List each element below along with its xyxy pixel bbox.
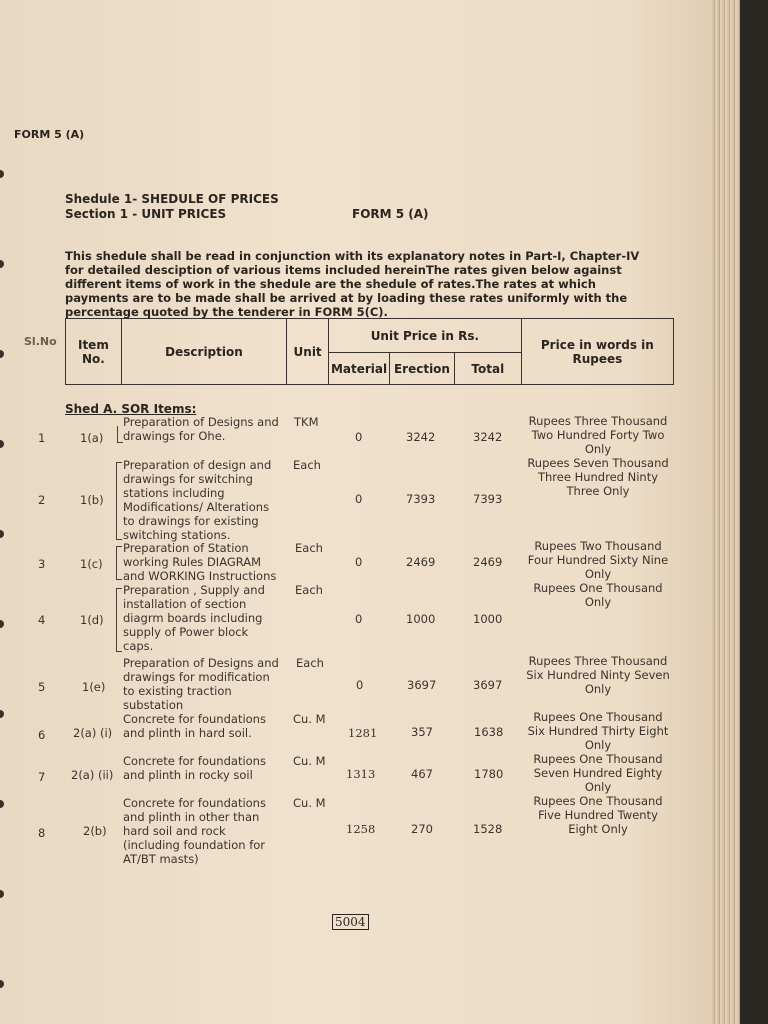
- price-words-header: Price in words in Rupees: [521, 319, 673, 385]
- row-material: 0: [355, 555, 363, 569]
- price-table-header: [65, 318, 674, 385]
- row-item-no: 1(e): [82, 680, 106, 694]
- row-material: 1313: [346, 767, 376, 781]
- row-material: 1258: [346, 822, 376, 836]
- erection-header: Erection: [390, 353, 455, 385]
- row-price-words: Rupees One Thousand Six Hundred Thirty Eight Only: [527, 710, 669, 752]
- binding-hole: [0, 890, 4, 898]
- page-number: 5004: [332, 914, 369, 930]
- row-item-no: 1(d): [80, 613, 104, 627]
- binding-hole: [0, 350, 4, 358]
- row-sl-no: 3: [38, 557, 46, 571]
- row-price-words: Rupees Three Thousand Two Hundred Forty Two Only: [528, 414, 668, 456]
- binding-hole: [0, 800, 4, 808]
- row-sl-no: 1: [38, 431, 46, 445]
- row-material: 0: [355, 430, 363, 444]
- row-item-no: 2(b): [83, 824, 107, 838]
- row-erection: 7393: [406, 492, 436, 506]
- row-erection: 3697: [407, 678, 437, 692]
- row-unit: Each: [295, 583, 323, 597]
- binding-hole: [0, 530, 4, 538]
- row-material: 0: [355, 612, 363, 626]
- row-price-words: Rupees Seven Thousand Three Hundred Ninty Three Only: [527, 456, 669, 498]
- row-total: 1528: [473, 822, 503, 836]
- section-title: Section 1 - UNIT PRICES: [65, 207, 227, 221]
- unit-header: Unit: [287, 319, 329, 385]
- row-price-words: Rupees One Thousand Five Hundred Twenty Eight Only: [533, 794, 663, 836]
- row-description: Concrete for foundations and plinth in other than hard soil and rock (including foundation for AT/BT masts): [123, 796, 266, 866]
- row-description: Preparation of Station working Rules DIAGRAM and WORKING Instructions: [123, 541, 277, 583]
- row-unit: Cu. M: [293, 712, 326, 726]
- row-total: 1638: [474, 725, 504, 739]
- row-unit: Cu. M: [293, 796, 326, 810]
- row-price-words: Rupees One Thousand Seven Hundred Eighty Only: [533, 752, 663, 794]
- row-sl-no: 7: [38, 770, 46, 784]
- row-total: 3697: [473, 678, 503, 692]
- binding-hole: [0, 710, 4, 718]
- row-erection: 2469: [406, 555, 436, 569]
- row-item-no: 2(a) (ii): [71, 768, 114, 782]
- row-description: Preparation of Designs and drawings for Ohe.: [123, 415, 279, 443]
- row-item-no: 1(c): [80, 557, 103, 571]
- material-header: Material: [329, 353, 390, 385]
- sl-no-header: Sl.No: [24, 335, 57, 348]
- row-description: Preparation of design and drawings for switching stations including Modifications/ Alterations to drawings for existing switching stations.: [123, 458, 272, 542]
- unit-price-header: Unit Price in Rs.: [329, 319, 522, 353]
- intro-line: different items of work in the shedule are the shedule of rates.The rates at which: [65, 277, 596, 291]
- row-description: Preparation of Designs and drawings for modification to existing traction substation: [123, 656, 279, 712]
- binding-hole: [0, 980, 4, 988]
- row-sl-no: 2: [38, 493, 46, 507]
- row-item-no: 1(b): [80, 493, 104, 507]
- row-sl-no: 5: [38, 680, 46, 694]
- binding-hole: [0, 440, 4, 448]
- row-total: 7393: [473, 492, 503, 506]
- row-total: 1780: [474, 767, 504, 781]
- total-header: Total: [454, 353, 521, 385]
- form-label-right: FORM 5 (A): [352, 207, 429, 221]
- row-erection: 270: [411, 822, 433, 836]
- row-material: 1281: [348, 726, 378, 740]
- row-unit: Each: [293, 458, 321, 472]
- intro-line: payments are to be made shall be arrived at by loading these rates uniformly with the: [65, 291, 628, 305]
- row-description: Concrete for foundations and plinth in hard soil.: [123, 712, 266, 740]
- description-header: Description: [121, 319, 286, 385]
- section-heading: Shed A. SOR Items:: [65, 402, 197, 416]
- row-unit: Each: [296, 656, 324, 670]
- row-erection: 357: [411, 725, 433, 739]
- row-erection: 3242: [406, 430, 436, 444]
- row-price-words: Rupees One Thousand Only: [533, 581, 663, 609]
- row-price-words: Rupees Two Thousand Four Hundred Sixty Nine Only: [527, 539, 669, 581]
- item-no-header: Item No.: [66, 319, 122, 385]
- row-sl-no: 8: [38, 826, 46, 840]
- row-item-no: 2(a) (i): [73, 726, 113, 740]
- row-price-words: Rupees Three Thousand Six Hundred Ninty Seven Only: [526, 654, 670, 696]
- binding-hole: [0, 170, 4, 178]
- row-unit: Cu. M: [293, 754, 326, 768]
- row-total: 1000: [473, 612, 503, 626]
- row-material: 0: [356, 678, 364, 692]
- row-description: Concrete for foundations and plinth in rocky soil: [123, 754, 266, 782]
- row-erection: 467: [411, 767, 433, 781]
- row-erection: 1000: [406, 612, 436, 626]
- row-sl-no: 4: [38, 613, 46, 627]
- row-sl-no: 6: [38, 728, 46, 742]
- row-unit: Each: [295, 541, 323, 555]
- row-unit: TKM: [294, 415, 319, 429]
- intro-line: This shedule shall be read in conjunction with its explanatory notes in Part-I, Chapter-IV: [65, 249, 640, 263]
- binding-hole: [0, 260, 4, 268]
- intro-line: for detailed desciption of various items included hereinThe rates given below against: [65, 263, 622, 277]
- row-total: 3242: [473, 430, 503, 444]
- row-item-no: 1(a): [80, 431, 104, 445]
- row-material: 0: [355, 492, 363, 506]
- binding-hole: [0, 620, 4, 628]
- intro-line: percentage quoted by the tenderer in FORM 5(C).: [65, 305, 388, 319]
- row-total: 2469: [473, 555, 503, 569]
- row-description: Preparation , Supply and installation of section diagrm boards including supply of Power block caps.: [123, 583, 265, 653]
- form-label-top: FORM 5 (A): [14, 128, 85, 141]
- page-stack-edge: [712, 0, 740, 1024]
- schedule-title: Shedule 1- SHEDULE OF PRICES: [65, 192, 279, 206]
